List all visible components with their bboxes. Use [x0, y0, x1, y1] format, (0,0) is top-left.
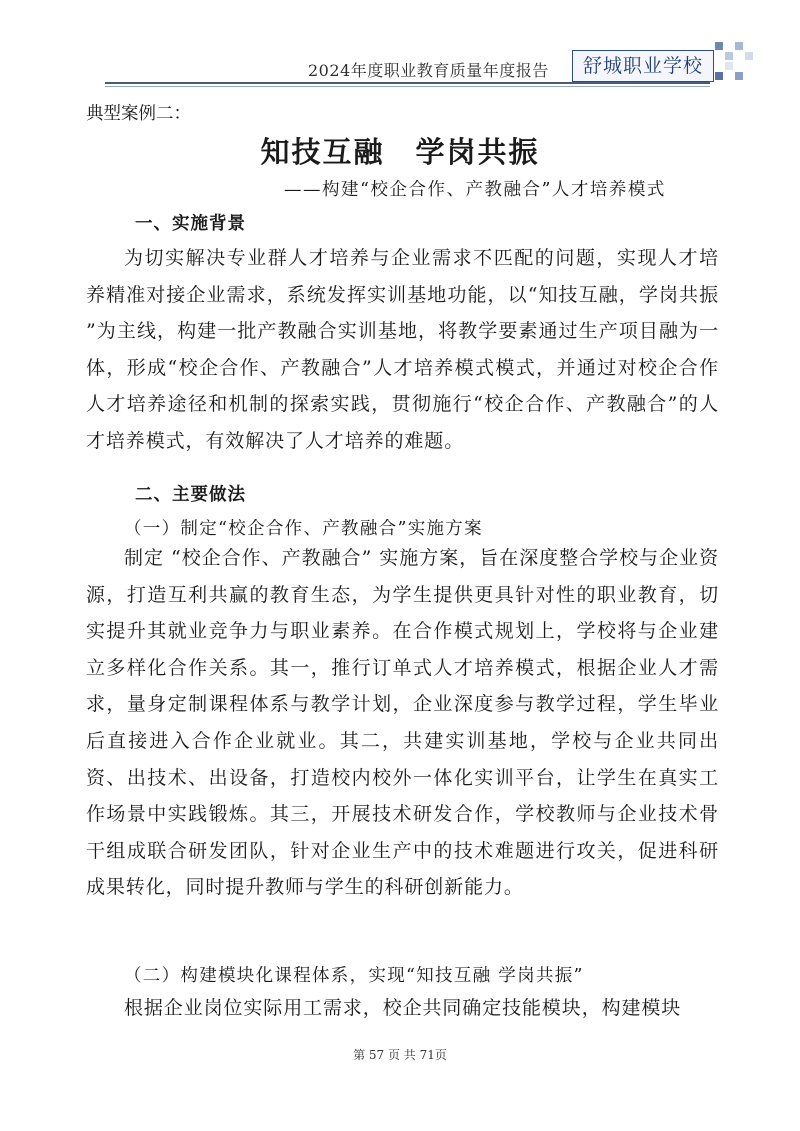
decorative-square [745, 52, 753, 60]
case-label: 典型案例二： [86, 104, 191, 124]
document-title: 知技互融 学岗共振 [260, 135, 540, 169]
report-title: 2024年度职业教育质量年度报告 [308, 61, 549, 80]
subsection-heading-curriculum: （二）构建模块化课程体系，实现“知技互融 学岗共振” [124, 966, 584, 986]
plan-paragraph: 制定 “校企合作、产教融合” 实施方案，旨在深度整合学校与企业资源，打造互利共赢的教育生态，为学生提供更具针对性的职业教育，切实提升其就业竞争力与职业素养。在合作模式规划上，学校将与企业建立多样化合作关系。其一，推行订单式人才培养模式，根据企业人才需求，量身定制课程体系与教学计划，企业深度参与教学过程，学生毕业后直接进入合作企业就业。其二，共建实训基地，学校与企业共同出资、出技术、出设备，打造校内校外一体化实训平台，让学生在真实工作场景中实践锻炼。其三，开展技术研发合作，学校教师与企业技术骨干组成联合研发团队，针对企业生产中的技术难题进行攻关，促进科研成果转化，同时提升教师与学生的科研创新能力。 [86, 547, 719, 899]
page-header [0, 0, 800, 100]
curriculum-paragraph: 根据企业岗位实际用工需求，校企共同确定技能模块，构建模块 [124, 997, 682, 1019]
page-number: 第 57 页 共 71页 [353, 1048, 447, 1062]
header-divider-thin [105, 86, 710, 87]
decorative-square [715, 42, 723, 50]
background-paragraph: 为切实解决专业群人才培养与企业需求不匹配的问题，实现人才培养精准对接企业需求，系统发挥实训基地功能，以“知技互融，学岗共振 ”为主线，构建一批产教融合实训基地，将教学要素通过生产项目融为一体，形成“校企合作、产教融合”人才培养模式模式，并通过对校企合作人才培养途径和机制的探索实践，贯彻施行“校企合作、产教融合”的人才培养模式，有效解决了人才培养的难题。 [86, 247, 719, 452]
section-heading-methods: 二、主要做法 [135, 485, 246, 505]
decorative-square [725, 62, 733, 70]
header-divider [105, 82, 710, 84]
document-subtitle: ——构建“校企合作、产教融合”人才培养模式 [284, 180, 666, 200]
school-name-badge: 舒城职业学校 [572, 50, 714, 82]
decorative-square [735, 72, 743, 80]
decorative-square [735, 42, 743, 50]
decorative-square [715, 72, 723, 80]
decorative-square [725, 52, 733, 60]
section-heading-background: 一、实施背景 [135, 214, 246, 234]
subsection-heading-plan: （一）制定“校企合作、产教融合”实施方案 [124, 519, 483, 539]
